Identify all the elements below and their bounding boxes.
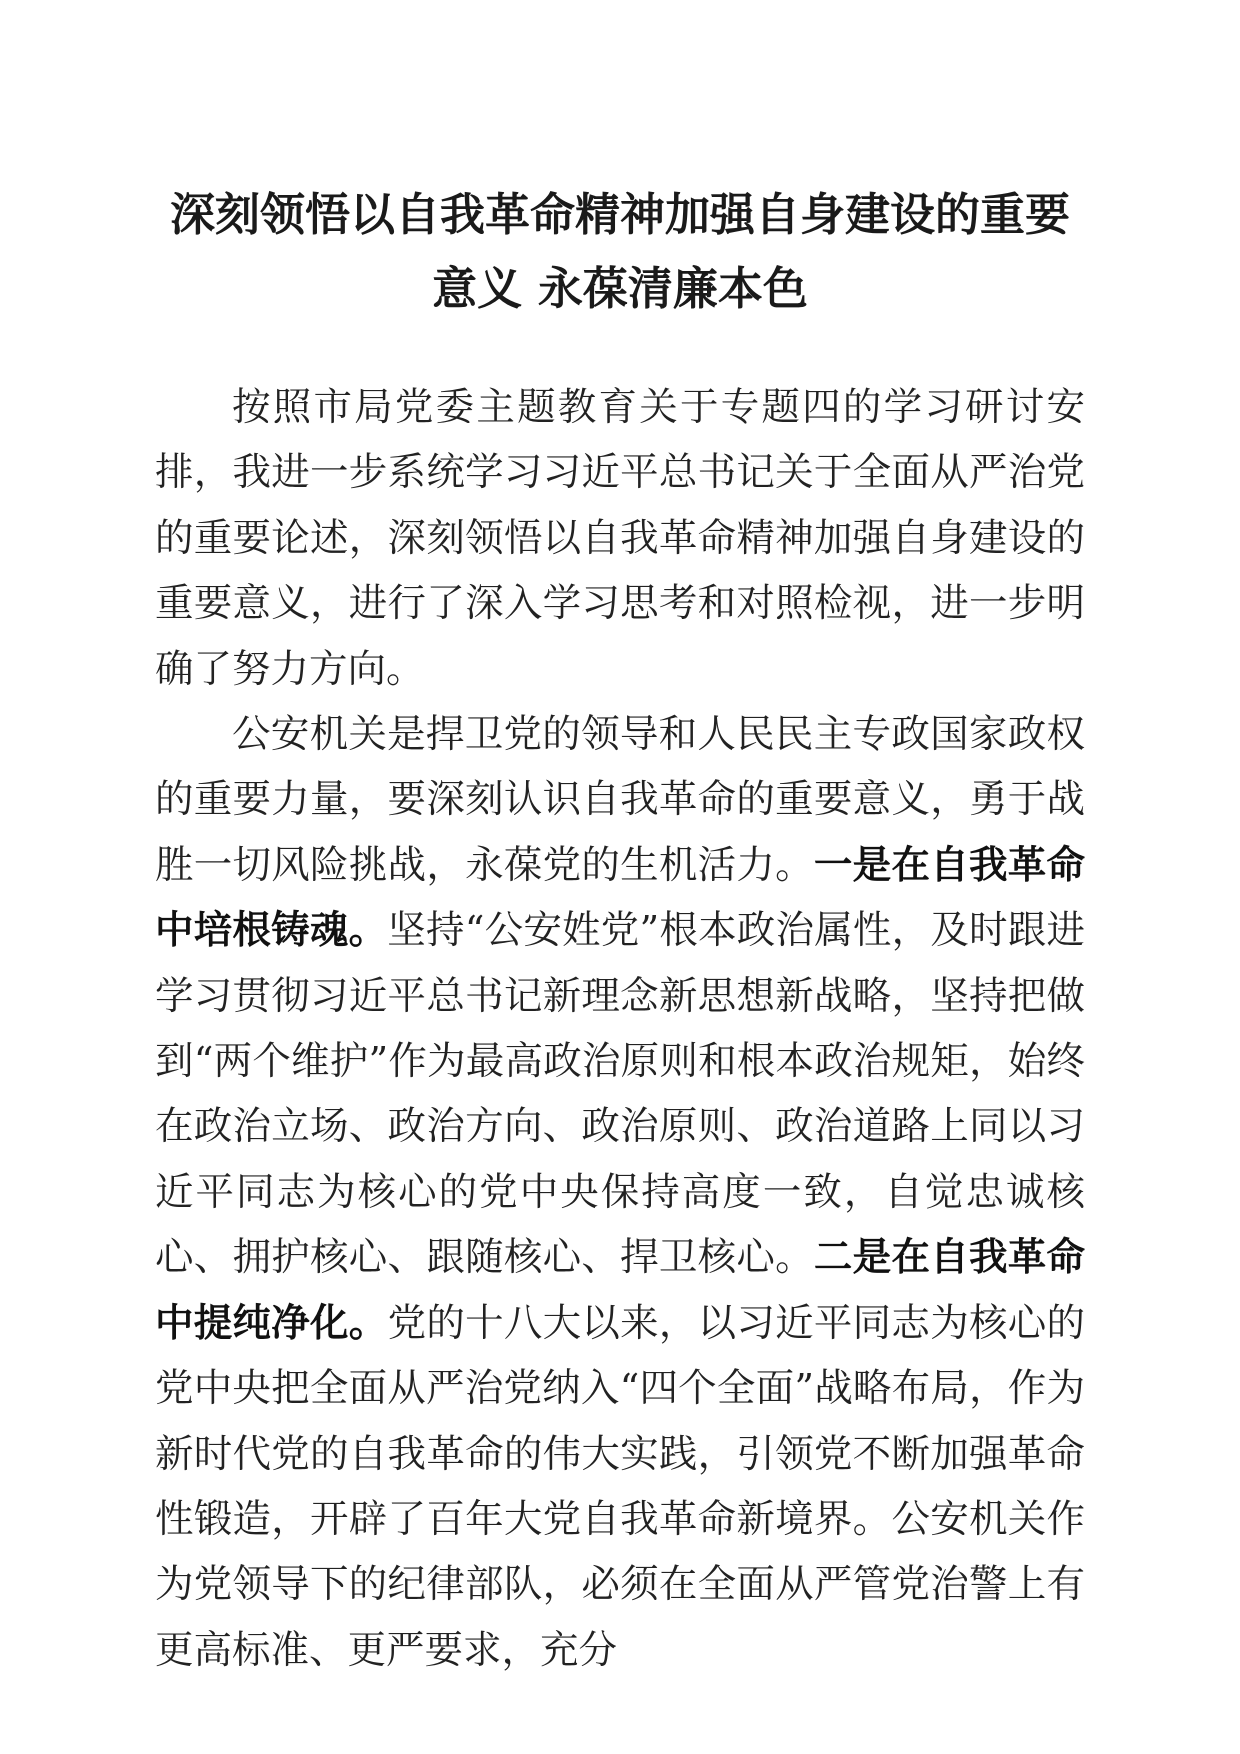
point-two-text: 党的十八大以来，以习近平同志为核心的党中央把全面从严治党纳入“四个全面”战略布局，作为新时代党的自我革命的伟大实践，引领党不断加强革命性锻造，开辟了百年大党自我革命新境界。公安机关作为党领导下的纪律部队，必须在全面从严管党治警上有更高标准、更严要求，充分	[155, 1300, 1085, 1673]
title-line-2: 意义 永葆清廉本色	[432, 262, 808, 315]
title-line-1: 深刻领悟以自我革命精神加强自身建设的重要	[169, 188, 1070, 241]
point-two-heading: 二是在自我革命中提纯净化。	[155, 1235, 1085, 1346]
paragraph-2-intro: 公安机关是捍卫党的领导和人民民主专政国家政权的重要力量，要深刻认识自我革命的重要意义，勇于战胜一切风险挑战，永葆党的生机活力。	[155, 712, 1085, 888]
paragraph-1: 按照市局党委主题教育关于专题四的学习研讨安排，我进一步系统学习习近平总书记关于全面从严治党的重要论述，深刻领悟以自我革命精神加强自身建设的重要意义，进行了深入学习思考和对照检视，进一步明确了努力方向。	[155, 385, 1085, 692]
document-body	[155, 375, 1085, 1683]
point-one-text: 坚持“公安姓党”根本政治属性，及时跟进学习贯彻习近平总书记新理念新思想新战略，坚持把做到“两个维护”作为最高政治原则和根本政治规矩，始终在政治立场、政治方向、政治原则、政治道路上同以习近平同志为核心的党中央保持高度一致，自觉忠诚核心、拥护核心、跟随核心、捍卫核心。	[155, 908, 1085, 1281]
point-one-heading: 一是在自我革命中培根铸魂。	[155, 842, 1085, 954]
paragraph-2	[155, 702, 1085, 1683]
document-title	[140, 178, 1100, 326]
